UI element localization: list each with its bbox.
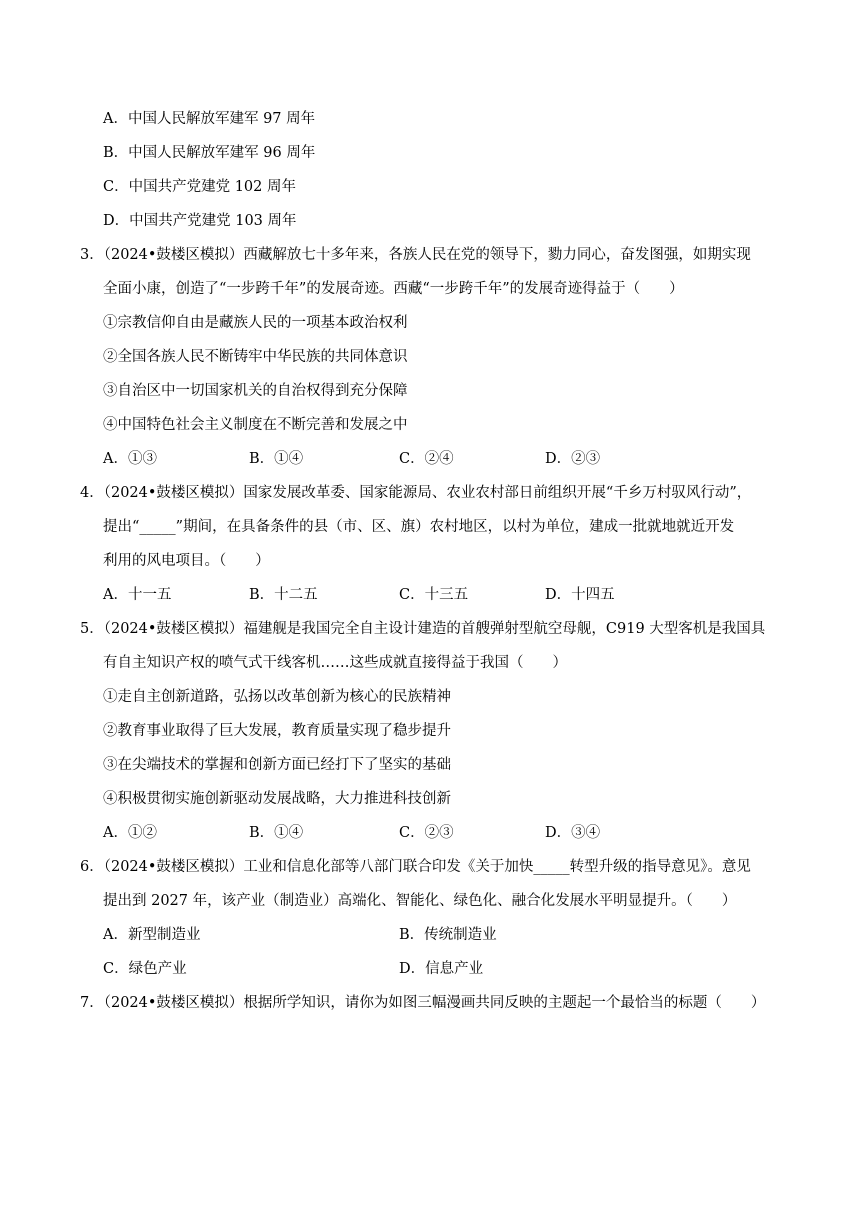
q3-item-4: ④中国特色社会主义制度在不断完善和发展之中: [103, 417, 408, 433]
q3-stem-line1: 3．（2024•鼓楼区模拟）西藏解放七十多年来，各族人民在党的领导下，勠力同心，奋发图强，如期实现: [80, 247, 751, 263]
q3-option-b: B．①④: [249, 451, 304, 467]
q2-option-a: A．中国人民解放军建军 97 周年: [103, 111, 316, 127]
q4-stem-line1: 4．（2024•鼓楼区模拟）国家发展改革委、国家能源局、农业农村部日前组织开展“千乡万村驭风行动”，: [80, 485, 752, 501]
q2-option-d: D．中国共产党建党 103 周年: [103, 213, 297, 229]
q4-option-b: B．十二五: [249, 587, 318, 603]
q6-stem-line2: 提出到 2027 年，该产业（制造业）高端化、智能化、绿色化、融合化发展水平明显提升。（ ）: [103, 893, 737, 909]
q6-option-a: A．新型制造业: [103, 927, 201, 943]
q5-option-d: D．③④: [545, 825, 601, 841]
q5-item-2: ②教育事业取得了巨大发展，教育质量实现了稳步提升: [103, 723, 451, 739]
q2-option-b: B．中国人民解放军建军 96 周年: [103, 145, 316, 161]
q3-item-3: ③自治区中一切国家机关的自治权得到充分保障: [103, 383, 408, 399]
q5-item-4: ④积极贯彻实施创新驱动发展战略，大力推进科技创新: [103, 791, 451, 807]
q3-stem-line2: 全面小康，创造了“一步跨千年”的发展奇迹。西藏“一步跨千年”的发展奇迹得益于（ ）: [103, 281, 684, 297]
q6-option-c: C．绿色产业: [103, 961, 187, 977]
q5-option-a: A．①②: [103, 825, 157, 841]
q4-option-c: C．十三五: [399, 587, 469, 603]
q6-options-row2: [103, 958, 703, 980]
q5-options-row: [103, 822, 663, 844]
q3-option-c: C．②④: [399, 451, 454, 467]
q3-options-row: [103, 448, 663, 470]
q3-option-a: A．①③: [103, 451, 157, 467]
q5-option-b: B．①④: [249, 825, 304, 841]
q3-item-1: ①宗教信仰自由是藏族人民的一项基本政治权利: [103, 315, 408, 331]
q2-option-c: C．中国共产党建党 102 周年: [103, 179, 296, 195]
q6-options-row1: [103, 924, 703, 946]
q7-stem-line1: 7．（2024•鼓楼区模拟）根据所学知识，请你为如图三幅漫画共同反映的主题起一个最恰当的标题（ ）: [80, 995, 766, 1011]
q3-item-2: ②全国各族人民不断铸牢中华民族的共同体意识: [103, 349, 408, 365]
q3-option-d: D．②③: [545, 451, 601, 467]
q4-option-a: A．十一五: [103, 587, 172, 603]
q4-option-d: D．十四五: [545, 587, 615, 603]
q6-option-d: D．信息产业: [399, 961, 484, 977]
q5-stem-line1: 5．（2024•鼓楼区模拟）福建舰是我国完全自主设计建造的首艘弹射型航空母舰，C919 大型客机是我国具: [80, 621, 766, 637]
q5-option-c: C．②③: [399, 825, 454, 841]
q4-stem-line3: 利用的风电项目。（ ）: [103, 553, 270, 569]
q5-stem-line2: 有自主知识产权的喷气式干线客机……这些成就直接得益于我国（ ）: [103, 655, 567, 671]
q4-options-row: [103, 584, 663, 606]
q5-item-1: ①走自主创新道路，弘扬以改革创新为核心的民族精神: [103, 689, 451, 705]
q6-stem-line1: 6．（2024•鼓楼区模拟）工业和信息化部等八部门联合印发《关于加快_____转型升级的指导意见》。意见: [80, 859, 751, 875]
q5-item-3: ③在尖端技术的掌握和创新方面已经打下了坚实的基础: [103, 757, 451, 773]
q6-option-b: B．传统制造业: [399, 927, 497, 943]
q4-stem-line2: 提出“_____”期间，在具备条件的县（市、区、旗）农村地区，以村为单位，建成一批就地就近开发: [103, 519, 735, 535]
